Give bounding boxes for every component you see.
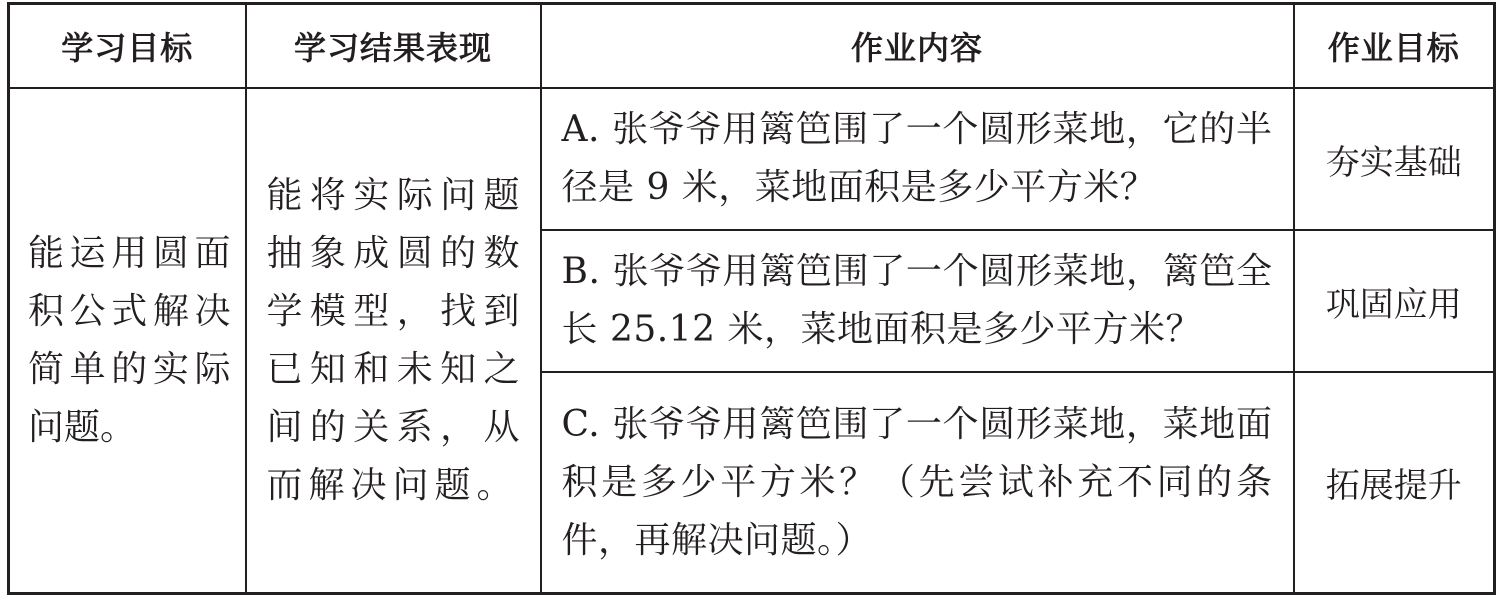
learning-outcome-text: 能将实际问题抽象成圆的数学模型，找到已知和未知之间的关系，从而解决问题。: [266, 174, 526, 506]
homework-design-table-wrapper: [7, 2, 1493, 595]
content-text-c: C. 张爷爷用篱笆围了一个圆形菜地，菜地面积是多少平方米？（先尝试补充不同的条件，再解决问题。）: [561, 403, 1273, 561]
header-learning-goal: 学习目标: [9, 4, 246, 89]
table-row: [9, 88, 1495, 230]
learning-outcome-cell: [246, 88, 541, 594]
header-row: [9, 4, 1495, 89]
content-cell-b: [541, 230, 1294, 372]
content-cell-a: [541, 88, 1294, 230]
header-homework-content: 作业内容: [541, 4, 1294, 89]
homework-design-table: [7, 2, 1496, 595]
target-cell-a: 夯实基础: [1294, 88, 1495, 230]
header-learning-outcome: 学习结果表现: [246, 4, 541, 89]
content-text-a: A. 张爷爷用篱笆围了一个圆形菜地，它的半径是 9 米，菜地面积是多少平方米？: [561, 109, 1273, 209]
learning-goal-text: 能运用圆面积公式解决简单的实际问题。: [28, 232, 231, 448]
content-text-b: B. 张爷爷用篱笆围了一个圆形菜地，篱笆全长 25.12 米，菜地面积是多少平方米？: [561, 251, 1273, 351]
learning-goal-cell: [9, 88, 246, 594]
target-cell-c: 拓展提升: [1294, 372, 1495, 593]
target-cell-b: 巩固应用: [1294, 230, 1495, 372]
content-cell-c: [541, 372, 1294, 593]
header-homework-target: 作业目标: [1294, 4, 1495, 89]
